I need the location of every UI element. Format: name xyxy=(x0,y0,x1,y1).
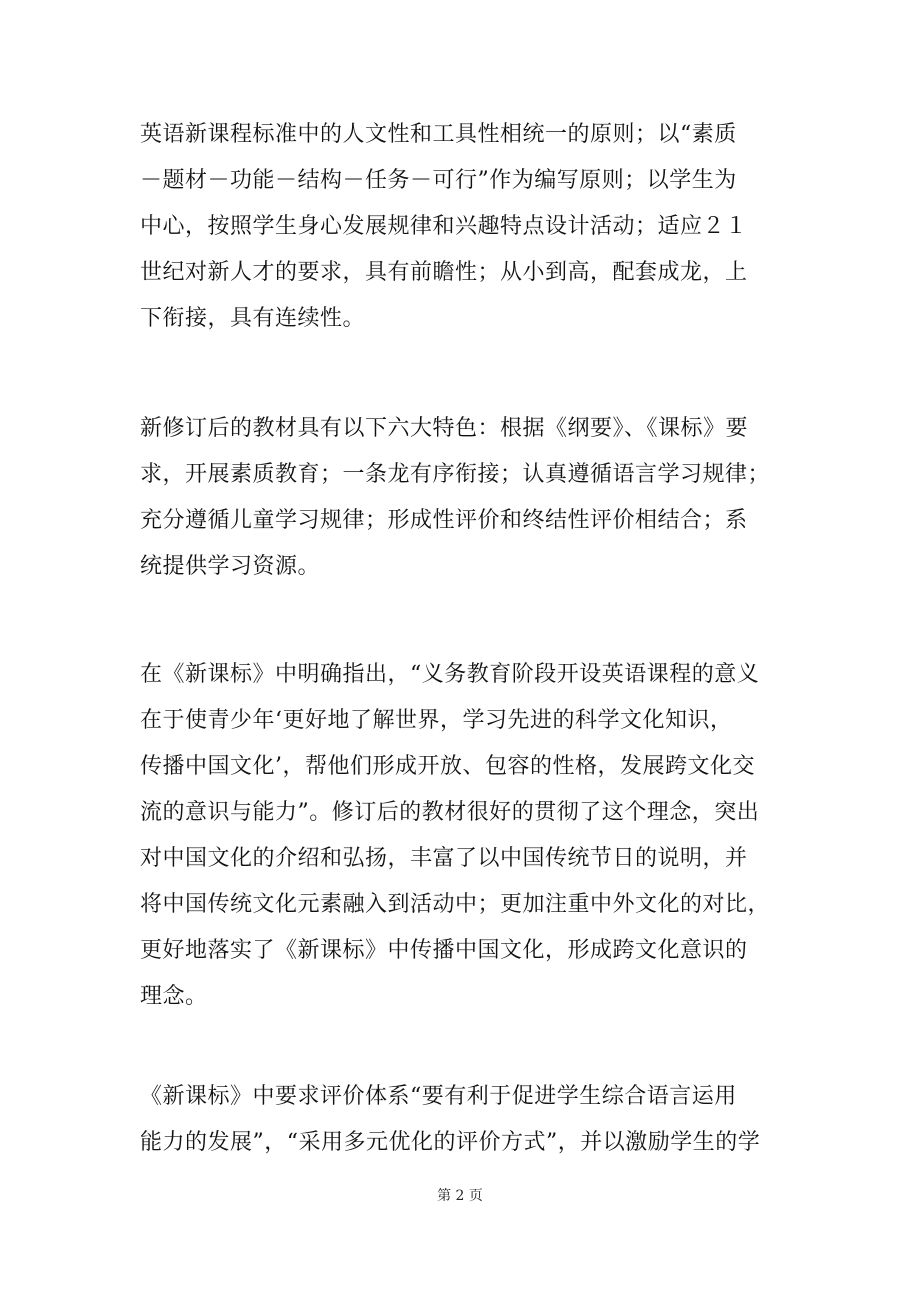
text-line: 新修订后的教材具有以下六大特色：根据《纲要》、《课标》要 xyxy=(140,416,749,441)
text-line: 能力的发展”，“采用多元优化的评价方式”，并以激励学生的学 xyxy=(140,1130,761,1155)
text-line: 传播中国文化’，帮他们形成开放、包容的性格，发展跨文化交 xyxy=(140,754,755,779)
page-number: 第 2 页 xyxy=(437,1188,483,1204)
text-line: 下衔接，具有连续性。 xyxy=(140,306,366,331)
text-line: 流的意识与能力”。修订后的教材很好的贯彻了这个理念，突出 xyxy=(140,800,760,825)
text-line: 求，开展素质教育；一条龙有序衔接；认真遵循语言学习规律； xyxy=(140,462,771,487)
text-line: 《新课标》中要求评价体系“要有利于促进学生综合语言运用 xyxy=(140,1084,737,1109)
text-line: 英语新课程标准中的人文性和工具性相统一的原则；以“素质 xyxy=(140,122,737,147)
paragraph-six-features xyxy=(140,406,770,590)
text-line: 将中国传统文化元素融入到活动中；更加注重中外文化的对比， xyxy=(140,892,771,917)
text-line: 充分遵循儿童学习规律；形成性评价和终结性评价相结合；系 xyxy=(140,508,748,533)
paragraph-curriculum-principles xyxy=(140,112,748,342)
text-line: 更好地落实了《新课标》中传播中国文化，形成跨文化意识的 xyxy=(140,938,748,963)
text-line: 中心，按照学生身心发展规律和兴趣特点设计活动；适应２１ xyxy=(140,214,748,239)
paragraph-chinese-culture xyxy=(140,652,770,1020)
text-line: 统提供学习资源。 xyxy=(140,554,321,579)
text-line: －题材－功能－结构－任务－可行”作为编写原则；以学生为 xyxy=(140,168,737,193)
paragraph-evaluation-system xyxy=(140,1074,760,1166)
text-line: 在于使青少年‘更好地了解世界，学习先进的科学文化知识， xyxy=(140,708,733,733)
text-line: 在《新课标》中明确指出，“义务教育阶段开设英语课程的意义 xyxy=(140,662,760,687)
text-line: 世纪对新人才的要求，具有前瞻性；从小到高，配套成龙，上 xyxy=(140,260,748,285)
text-line: 理念。 xyxy=(140,984,208,1009)
text-line: 对中国文化的介绍和弘扬，丰富了以中国传统节日的说明，并 xyxy=(140,846,748,871)
